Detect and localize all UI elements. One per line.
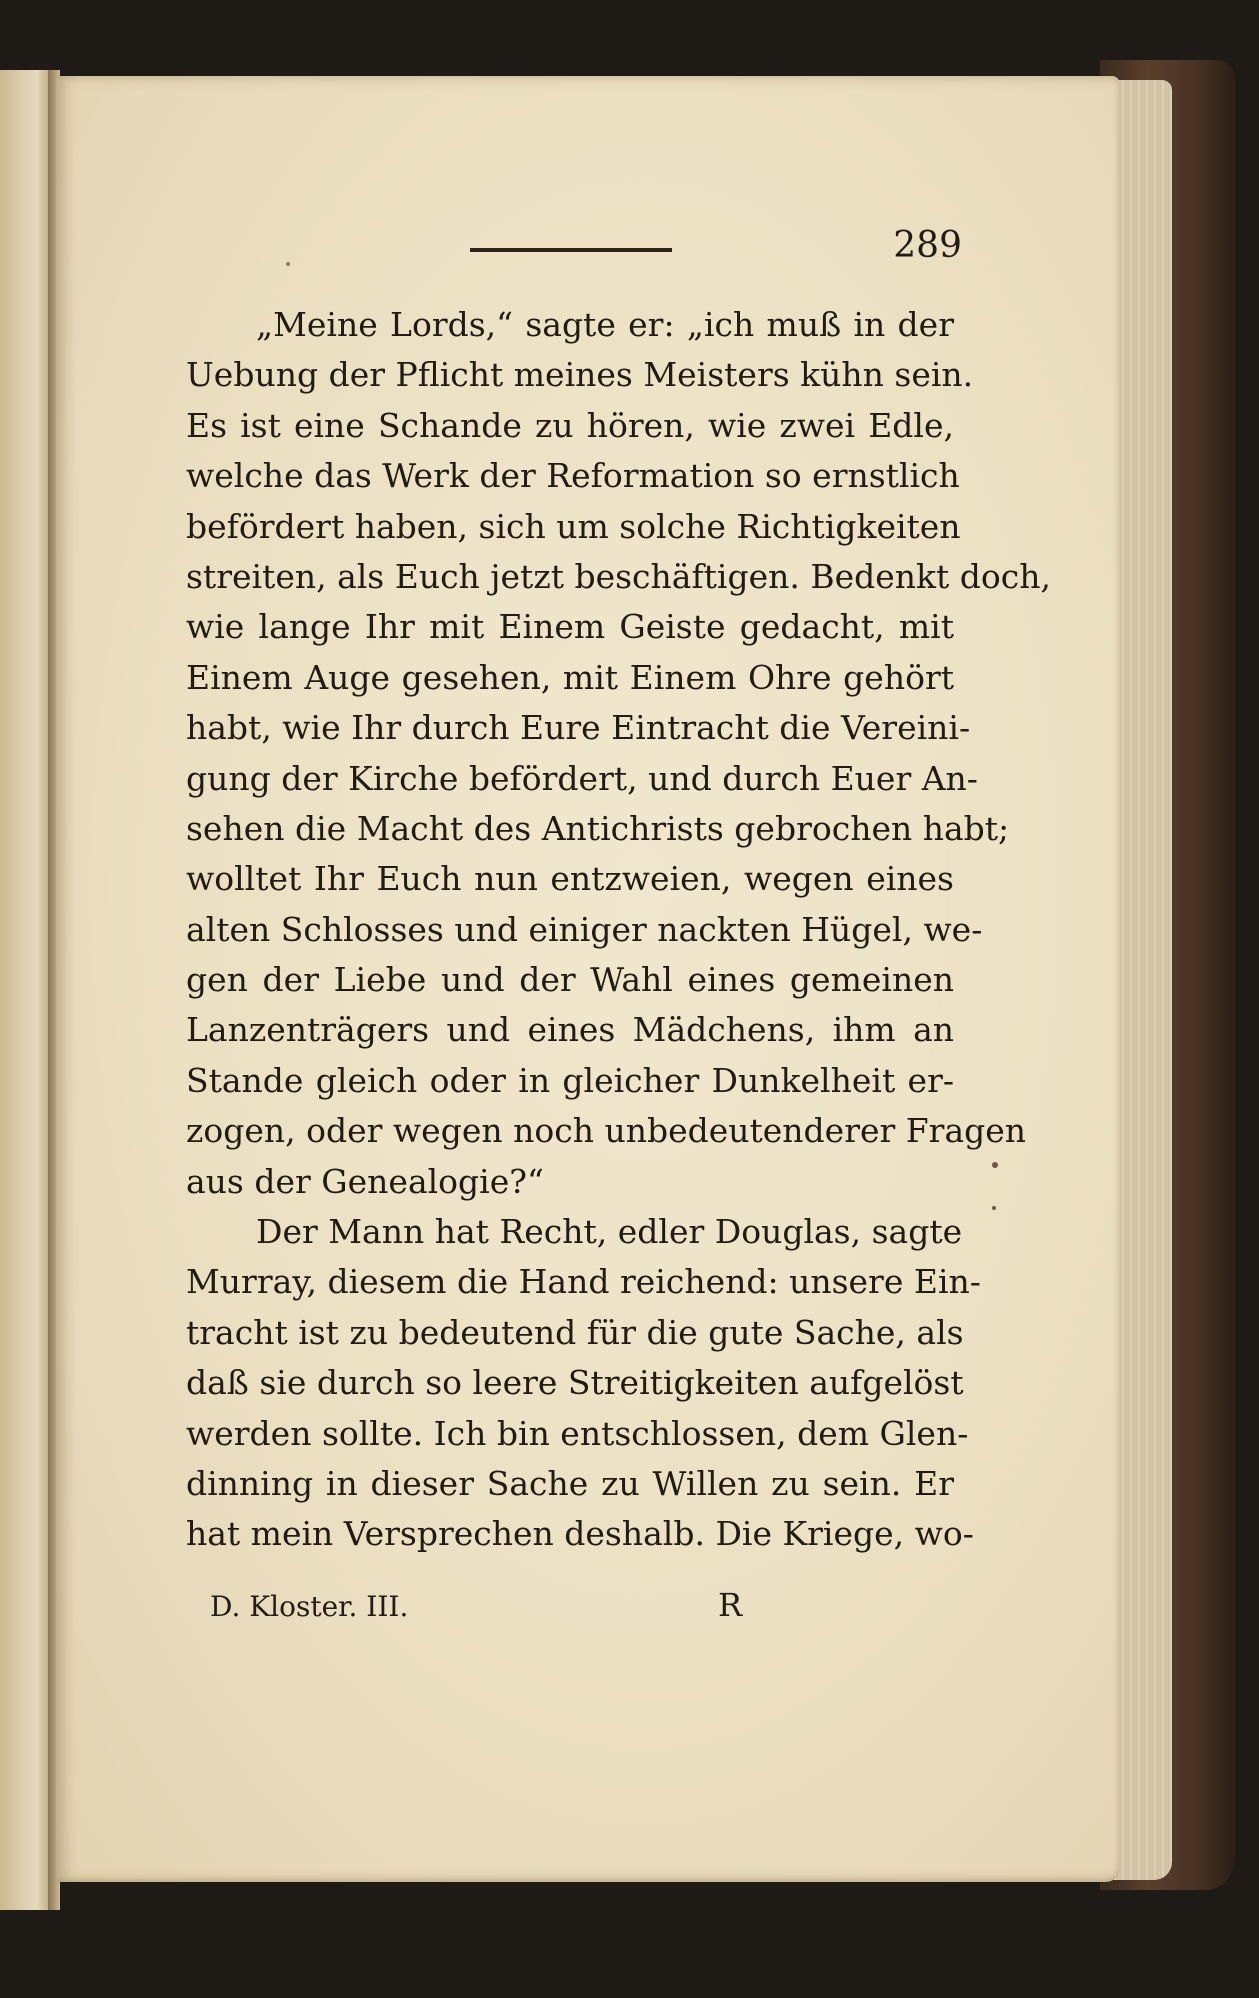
text-line: dinning in dieser Sache zu Willen zu sein. Er	[186, 1463, 954, 1503]
text-line: Stande gleich oder in gleicher Dunkelheit er-	[186, 1060, 954, 1100]
signature-mark: D. Kloster. III.	[210, 1590, 409, 1623]
page-number: 289	[893, 225, 962, 266]
page-body-text	[186, 300, 1052, 1560]
text-line: zogen, oder wegen noch unbedeutenderer Fragen	[186, 1111, 1027, 1151]
text-line: befördert haben, sich um solche Richtigkeiten	[186, 506, 961, 546]
text-line: welche das Werk der Reformation so ernstlich	[186, 456, 960, 496]
text-line: alten Schlosses und einiger nackten Hügel, we-	[186, 909, 983, 949]
text-line: streiten, als Euch jetzt beschäftigen. Bedenkt doch,	[186, 556, 1052, 596]
paper-speck	[992, 1206, 996, 1210]
left-page-edge	[0, 70, 52, 1910]
paper-speck	[992, 1162, 998, 1168]
text-line: habt, wie Ihr durch Eure Eintracht die Vereini-	[186, 708, 971, 748]
text-line: Es ist eine Schande zu hören, wie zwei Edle,	[186, 405, 954, 445]
text-line: Der Mann hat Recht, edler Douglas, sagte	[256, 1212, 963, 1252]
text-line: wolltet Ihr Euch nun entzweien, wegen eines	[186, 859, 954, 899]
text-line: „Meine Lords,“ sagte er: „ich muß in der	[256, 305, 954, 344]
text-line: daß sie durch so leere Streitigkeiten aufgelöst	[186, 1363, 964, 1403]
text-line: gung der Kirche befördert, und durch Euer An-	[186, 758, 978, 798]
text-line: Murray, diesem die Hand reichend: unsere Ein-	[186, 1262, 981, 1302]
text-line: aus der Genealogie?“	[186, 1161, 544, 1201]
text-line: Uebung der Pflicht meines Meisters kühn sein.	[186, 355, 974, 395]
text-line: tracht ist zu bedeutend für die gute Sache, als	[186, 1312, 964, 1352]
text-line: Lanzenträgers und eines Mädchens, ihm an	[186, 1010, 954, 1050]
text-line: gen der Liebe und der Wahl eines gemeinen	[186, 960, 954, 1000]
text-line: sehen die Macht des Antichrists gebrochen habt;	[186, 808, 1010, 848]
text-line: wie lange Ihr mit Einem Geiste gedacht, mit	[186, 607, 954, 647]
header-rule	[470, 248, 672, 252]
text-line: Einem Auge gesehen, mit Einem Ohre gehört	[186, 657, 954, 697]
catchword: R	[718, 1586, 743, 1624]
paper-speck	[286, 262, 290, 266]
text-line: werden sollte. Ich bin entschlossen, dem Glen-	[186, 1413, 969, 1453]
text-line: hat mein Versprechen deshalb. Die Kriege, wo-	[186, 1514, 974, 1554]
